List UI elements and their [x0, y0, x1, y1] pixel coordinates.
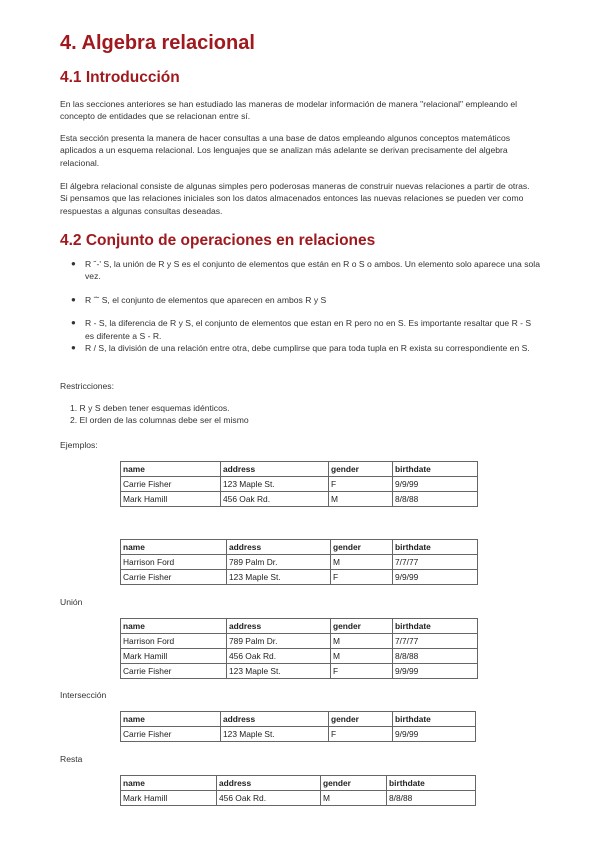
table-cell-birthdate: 9/9/99	[393, 727, 476, 742]
table-row	[121, 634, 478, 649]
relation-s-table	[120, 539, 478, 585]
intro-paragraph-3: El álgebra relacional consiste de algunas simples pero poderosas maneras de construir nuevas relaciones a partir de otras. Si pensamos que las relaciones iniciales son los datos almacenados entonces las nuevas relaciones se pueden ver como respuestas a algunas consultas deseadas.	[60, 181, 530, 216]
table-cell-address: 456 Oak Rd.	[217, 791, 321, 806]
table-cell-name: Carrie Fisher	[121, 570, 227, 585]
column-header-gender: gender	[321, 776, 387, 791]
table-row	[121, 791, 476, 806]
column-header-name: name	[121, 619, 227, 634]
difference-table	[120, 775, 476, 806]
table-cell-birthdate: 8/8/88	[393, 492, 478, 507]
table-cell-gender: M	[331, 634, 393, 649]
intro-paragraph-2: Esta sección presenta la manera de hacer consultas a una base de datos empleando algunos conceptos matemáticos aplicados a un esquema relacional. Los lenguajes que se analizan más adelante se derivan precisamente del algebra relacional.	[60, 133, 511, 168]
table-cell-gender: M	[331, 649, 393, 664]
list-item: 2. El orden de las columnas debe ser el mismo	[70, 415, 249, 426]
table-cell-gender: M	[321, 791, 387, 806]
table-cell-birthdate: 9/9/99	[393, 570, 478, 585]
table-row	[121, 570, 478, 585]
list-item: ● R / S, la división de una relación entre otra, debe cumplirse que para toda tupla en R exista su correspondiente en S.	[71, 343, 530, 354]
page-title: 4. Algebra relacional	[60, 32, 255, 54]
table-cell-gender: M	[331, 555, 393, 570]
intro-heading: 4.1 Introducción	[60, 69, 180, 86]
table-row	[121, 555, 478, 570]
union-table	[120, 618, 478, 679]
difference-label: Resta	[60, 754, 83, 764]
table-cell-name: Carrie Fisher	[121, 477, 221, 492]
column-header-birthdate: birthdate	[393, 712, 476, 727]
column-header-name: name	[121, 712, 221, 727]
operations-list	[60, 258, 540, 354]
column-header-birthdate: birthdate	[387, 776, 476, 791]
table-cell-gender: F	[331, 570, 393, 585]
column-header-address: address	[227, 540, 331, 555]
column-header-name: name	[121, 540, 227, 555]
table-cell-address: 456 Oak Rd.	[227, 649, 331, 664]
column-header-gender: gender	[329, 712, 393, 727]
column-header-gender: gender	[329, 462, 393, 477]
table-row	[121, 477, 478, 492]
table-cell-address: 789 Palm Dr.	[227, 634, 331, 649]
table-cell-gender: M	[329, 492, 393, 507]
table-cell-name: Mark Hamill	[121, 492, 221, 507]
table-cell-birthdate: 9/9/99	[393, 664, 478, 679]
restrictions-list	[60, 402, 249, 427]
intersection-label: Intersección	[60, 690, 107, 700]
column-header-name: name	[121, 776, 217, 791]
union-label: Unión	[60, 597, 83, 607]
table-row	[121, 649, 478, 664]
table-cell-name: Harrison Ford	[121, 555, 227, 570]
table-cell-birthdate: 9/9/99	[393, 477, 478, 492]
bullet-icon: ●	[71, 343, 76, 353]
relation-r-table	[120, 461, 478, 507]
column-header-gender: gender	[331, 540, 393, 555]
table-cell-address: 456 Oak Rd.	[221, 492, 329, 507]
table-cell-address: 123 Maple St.	[227, 664, 331, 679]
column-header-birthdate: birthdate	[393, 462, 478, 477]
table-header-row	[121, 462, 478, 477]
examples-label: Ejemplos:	[60, 440, 98, 450]
table-cell-birthdate: 7/7/77	[393, 634, 478, 649]
list-item: ● R - S, la diferencia de R y S, el conjunto de elementos que estan en R pero no en S. Es importante resaltar que R - S es diferente a S - R.	[71, 318, 532, 341]
table-cell-address: 123 Maple St.	[221, 727, 329, 742]
column-header-name: name	[121, 462, 221, 477]
bullet-icon: ●	[71, 259, 76, 268]
bullet-icon: ●	[71, 294, 76, 304]
column-header-address: address	[221, 712, 329, 727]
column-header-address: address	[221, 462, 329, 477]
list-item: ● R ˘-' S, la unión de R y S es el conjunto de elementos que están en R o S o ambos. Un elemento solo aparece una sola vez.	[71, 259, 540, 282]
intersection-table	[120, 711, 476, 742]
table-header-row	[121, 540, 478, 555]
table-header-row	[121, 776, 476, 791]
restrictions-label: Restricciones:	[60, 381, 114, 391]
intro-paragraph-1: En las secciones anteriores se han estudiado las maneras de modelar información de manera "relacional" empleando el concepto de entidades que se relacionan entre sí.	[60, 99, 518, 122]
table-cell-birthdate: 8/8/88	[393, 649, 478, 664]
table-cell-address: 123 Maple St.	[227, 570, 331, 585]
table-cell-address: 123 Maple St.	[221, 477, 329, 492]
table-row	[121, 492, 478, 507]
table-cell-gender: F	[329, 477, 393, 492]
table-header-row	[121, 712, 476, 727]
table-cell-name: Mark Hamill	[121, 791, 217, 806]
column-header-address: address	[227, 619, 331, 634]
list-item: 1. R y S deben tener esquemas idénticos.	[70, 403, 230, 413]
column-header-address: address	[217, 776, 321, 791]
table-cell-address: 789 Palm Dr.	[227, 555, 331, 570]
table-cell-name: Harrison Ford	[121, 634, 227, 649]
bullet-icon: ●	[71, 318, 76, 328]
column-header-birthdate: birthdate	[393, 619, 478, 634]
table-cell-gender: F	[329, 727, 393, 742]
column-header-birthdate: birthdate	[393, 540, 478, 555]
table-cell-birthdate: 7/7/77	[393, 555, 478, 570]
table-cell-name: Carrie Fisher	[121, 664, 227, 679]
table-row	[121, 727, 476, 742]
list-item: ● R ˝˘ S, el conjunto de elementos que aparecen en ambos R y S	[71, 294, 327, 305]
table-cell-birthdate: 8/8/88	[387, 791, 476, 806]
table-header-row	[121, 619, 478, 634]
table-cell-name: Carrie Fisher	[121, 727, 221, 742]
table-row	[121, 664, 478, 679]
column-header-gender: gender	[331, 619, 393, 634]
table-cell-name: Mark Hamill	[121, 649, 227, 664]
operations-heading: 4.2 Conjunto de operaciones en relaciones	[60, 232, 376, 249]
table-cell-gender: F	[331, 664, 393, 679]
